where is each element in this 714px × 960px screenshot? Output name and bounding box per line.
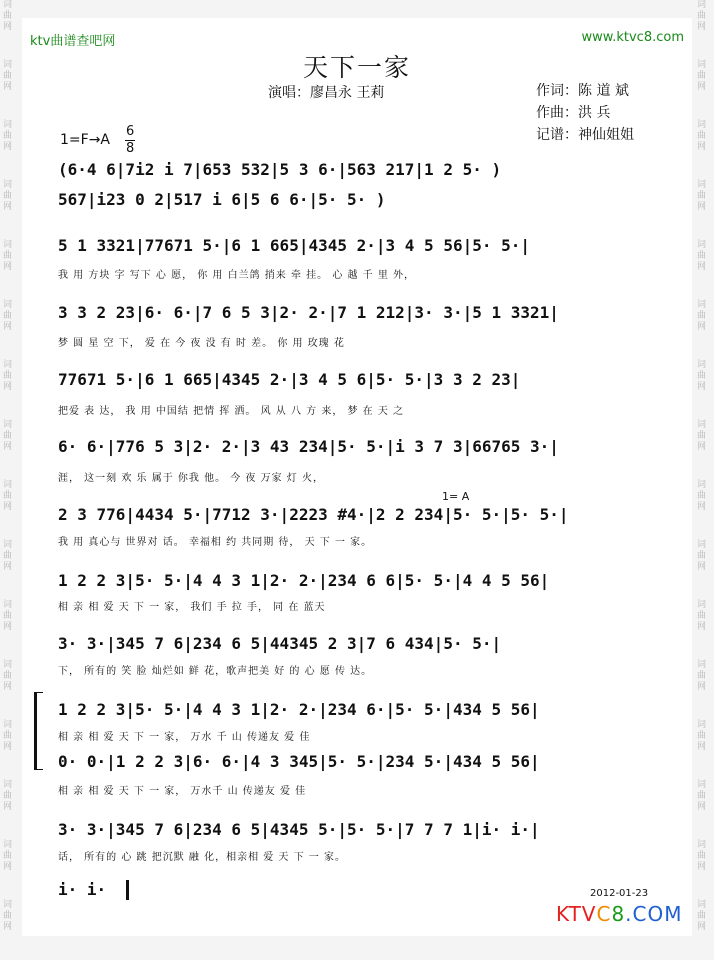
watermark-glyph: 曲 [697,251,707,261]
watermark-glyph: 词 [697,60,707,70]
watermark-glyph: 曲 [697,431,707,441]
watermark-group [3,420,17,480]
watermark-glyph: 网 [3,142,13,152]
watermark-glyph: 词 [697,480,707,490]
watermark-glyph: 网 [697,22,707,32]
score-line-4-notes: 3 3 2 23|6· 6·|7 6 5 3|2· 2·|7 1 212|3· 3·|5 1 3321| [58,303,559,322]
watermark-glyph: 网 [3,742,13,752]
watermark-group [697,720,711,780]
score-line-9-lyrics: 下， 所有的 笑 脸 灿烂如 鲜 花，歌声把美 好 的 心 愿 传 达。 [58,666,373,677]
watermark-glyph: 网 [697,142,707,152]
watermark-group [3,540,17,600]
score-line-5-notes: 77671 5·|6 1 665|4345 2·|3 4 5 6|5· 5·|3 3 2 23| [58,370,521,389]
score-line-11-lyrics: 相 亲 相 爱 天 下 一 家， 万水千 山 传递友 爱 佳 [58,786,307,797]
site-name[interactable]: ktv曲谱查吧网 [30,34,116,49]
watermark-glyph: 曲 [697,911,707,921]
watermark-glyph: 网 [3,622,13,632]
watermark-group [3,780,17,840]
watermark-glyph: 曲 [3,911,13,921]
watermark-glyph: 网 [697,502,707,512]
watermark-group [3,180,17,240]
watermark-glyph: 词 [3,780,13,790]
system-bracket [34,692,43,770]
site-url[interactable]: www.ktvc8.com [581,30,684,45]
watermark-glyph: 曲 [3,311,13,321]
watermark-glyph: 词 [3,840,13,850]
watermark-glyph: 曲 [697,491,707,501]
watermark-group [697,240,711,300]
brand-part-4: .COM [625,902,683,926]
watermark-glyph: 词 [697,120,707,130]
watermark-glyph: 词 [3,720,13,730]
watermark-glyph: 词 [3,540,13,550]
watermark-group [3,480,17,540]
watermark-group [697,900,711,960]
watermark-glyph: 词 [3,660,13,670]
watermark-glyph: 词 [3,600,13,610]
watermark-glyph: 网 [697,262,707,272]
watermark-glyph: 曲 [3,551,13,561]
score-line-5-lyrics: 把爱 表 达， 我 用 中国结 把情 挥 洒。 风 从 八 方 来， 梦 在 天 之 [58,406,405,417]
watermark-glyph: 曲 [697,851,707,861]
watermark-glyph: 曲 [697,611,707,621]
watermark-glyph: 网 [3,322,13,332]
watermark-glyph: 曲 [697,191,707,201]
watermark-glyph: 网 [3,862,13,872]
watermark-glyph: 词 [697,720,707,730]
lyricist-credit: 作词：陈 道 斌 [536,83,629,99]
key-modulation: 1= A [442,490,470,503]
watermark-glyph: 网 [3,22,13,32]
brand-part-1: KTV [556,902,597,926]
watermark-glyph: 曲 [697,11,707,21]
watermark-glyph: 曲 [3,71,13,81]
score-line-7-notes: 2 3 776|4434 5·|7712 3·|2223 #4·|2 2 234|5· 5·|5· 5·| [58,505,569,524]
score-line-3-lyrics: 我 用 方块 字 写下 心 愿， 你 用 白兰鸽 捎来 牵 挂。 心 越 千 里 外， [58,270,416,281]
score-line-12-lyrics: 话， 所有的 心 跳 把沉默 融 化，相亲相 爱 天 下 一 家。 [58,852,346,863]
watermark-glyph: 词 [697,420,707,430]
watermark-glyph: 词 [3,180,13,190]
watermark-group [697,660,711,720]
watermark-group [3,720,17,780]
watermark-glyph: 网 [697,742,707,752]
final-barline [126,880,129,900]
watermark-glyph: 网 [3,922,13,932]
watermark-glyph: 曲 [3,131,13,141]
watermark-glyph: 网 [697,382,707,392]
score-line-8-lyrics: 相 亲 相 爱 天 下 一 家， 我们 手 拉 手， 同 在 蓝天 [58,602,326,613]
watermark-group [697,480,711,540]
watermark-glyph: 曲 [3,851,13,861]
watermark-glyph: 词 [3,240,13,250]
watermark-glyph: 曲 [3,251,13,261]
watermark-glyph: 网 [697,622,707,632]
watermark-glyph: 网 [697,922,707,932]
watermark-glyph: 词 [697,840,707,850]
watermark-glyph: 网 [3,562,13,572]
watermark-glyph: 网 [697,862,707,872]
singer-credit: 演唱：廖昌永 王莉 [268,85,385,101]
composer-credit: 作曲：洪 兵 [536,105,611,121]
watermark-group [697,840,711,900]
side-watermark-left [3,0,17,960]
watermark-glyph: 词 [3,480,13,490]
watermark-glyph: 词 [697,240,707,250]
watermark-glyph: 词 [3,0,13,10]
watermark-group [3,600,17,660]
watermark-glyph: 网 [3,802,13,812]
key-signature: 1=F→A [60,132,110,148]
watermark-group [3,900,17,960]
watermark-group [697,360,711,420]
score-line-8-notes: 1 2 2 3|5· 5·|4 4 3 1|2· 2·|234 6 6|5· 5·|4 4 5 56| [58,571,550,590]
watermark-glyph: 曲 [3,431,13,441]
watermark-glyph: 网 [697,82,707,92]
score-line-6-notes: 6· 6·|776 5 3|2· 2·|3 43 234|5· 5·|i 3 7 3|66765 3·| [58,437,559,456]
score-line-1-notes: (6·4 6|7i2 i 7|653 532|5 3 6·|563 217|1 2 5· ) [58,160,502,179]
watermark-glyph: 网 [697,202,707,212]
watermark-glyph: 网 [697,562,707,572]
watermark-glyph: 曲 [3,491,13,501]
score-line-10-lyrics: 相 亲 相 爱 天 下 一 家， 万水 千 山 传递友 爱 佳 [58,732,311,743]
watermark-glyph: 曲 [697,551,707,561]
watermark-glyph: 词 [3,300,13,310]
song-title: 天下一家 [302,53,411,82]
watermark-glyph: 网 [3,82,13,92]
transcriber-credit: 记谱：神仙姐姐 [536,127,634,143]
watermark-glyph: 曲 [697,791,707,801]
score-line-4-lyrics: 梦 圆 星 空 下， 爱 在 今 夜 没 有 时 差。 你 用 玫瑰 花 [58,338,345,349]
transcription-date: 2012-01-23 [590,888,649,899]
score-line-2-notes: 567|i23 0 2|517 i 6|5 6 6·|5· 5· ) [58,190,386,209]
watermark-group [697,600,711,660]
meter-denominator: 8 [126,141,135,156]
watermark-glyph: 曲 [3,371,13,381]
watermark-glyph: 曲 [3,11,13,21]
watermark-glyph: 词 [3,60,13,70]
watermark-glyph: 曲 [3,791,13,801]
watermark-glyph: 词 [3,900,13,910]
score-line-10-notes: 1 2 2 3|5· 5·|4 4 3 1|2· 2·|234 6·|5· 5·|434 5 56| [58,700,540,719]
watermark-group [697,180,711,240]
watermark-glyph: 曲 [697,131,707,141]
watermark-group [697,300,711,360]
watermark-glyph: 词 [697,900,707,910]
side-watermark-right [697,0,711,960]
watermark-glyph: 网 [697,682,707,692]
watermark-group [3,120,17,180]
watermark-glyph: 词 [3,420,13,430]
watermark-group [3,660,17,720]
watermark-glyph: 网 [3,202,13,212]
watermark-glyph: 网 [3,382,13,392]
watermark-glyph: 曲 [3,191,13,201]
brand-logo[interactable] [556,902,683,926]
watermark-glyph: 词 [697,540,707,550]
watermark-glyph: 网 [3,442,13,452]
watermark-glyph: 网 [3,502,13,512]
watermark-glyph: 曲 [697,731,707,741]
watermark-glyph: 词 [697,600,707,610]
watermark-glyph: 网 [697,802,707,812]
watermark-glyph: 曲 [3,611,13,621]
score-line-3-notes: 5 1 3321|77671 5·|6 1 665|4345 2·|3 4 5 56|5· 5·| [58,236,531,255]
watermark-glyph: 词 [697,780,707,790]
brand-part-2: C [596,902,612,926]
watermark-group [3,240,17,300]
watermark-glyph: 曲 [697,71,707,81]
watermark-glyph: 曲 [697,671,707,681]
watermark-group [3,360,17,420]
meter-numerator: 6 [126,124,135,139]
watermark-group [697,420,711,480]
watermark-group [697,780,711,840]
watermark-glyph: 曲 [3,731,13,741]
watermark-glyph: 曲 [697,371,707,381]
watermark-glyph: 曲 [697,311,707,321]
watermark-group [697,540,711,600]
watermark-group [697,120,711,180]
watermark-glyph: 词 [697,0,707,10]
watermark-group [3,300,17,360]
watermark-group [3,840,17,900]
score-line-11-notes: 0· 0·|1 2 2 3|6· 6·|4 3 345|5· 5·|234 5·|434 5 56| [58,752,540,771]
score-line-12-notes: 3· 3·|345 7 6|234 6 5|4345 5·|5· 5·|7 7 7 1|i· i·| [58,820,540,839]
watermark-glyph: 网 [3,262,13,272]
watermark-glyph: 词 [3,360,13,370]
watermark-glyph: 词 [697,660,707,670]
watermark-glyph: 词 [697,300,707,310]
watermark-glyph: 曲 [3,671,13,681]
score-line-7-lyrics: 我 用 真心与 世界对 话。 幸福相 约 共同期 待， 天 下 一 家。 [58,537,373,548]
watermark-glyph: 词 [697,360,707,370]
score-line-13-notes: i· i· [58,880,107,899]
watermark-glyph: 词 [697,180,707,190]
score-line-9-notes: 3· 3·|345 7 6|234 6 5|44345 2 3|7 6 434|5· 5·| [58,634,502,653]
watermark-glyph: 网 [3,682,13,692]
watermark-glyph: 网 [697,322,707,332]
brand-part-3: 8 [611,902,626,926]
watermark-glyph: 网 [697,442,707,452]
score-line-6-lyrics: 涯， 这一刻 欢 乐 属于 你我 他。 今 夜 万家 灯 火， [58,473,324,484]
watermark-glyph: 词 [3,120,13,130]
